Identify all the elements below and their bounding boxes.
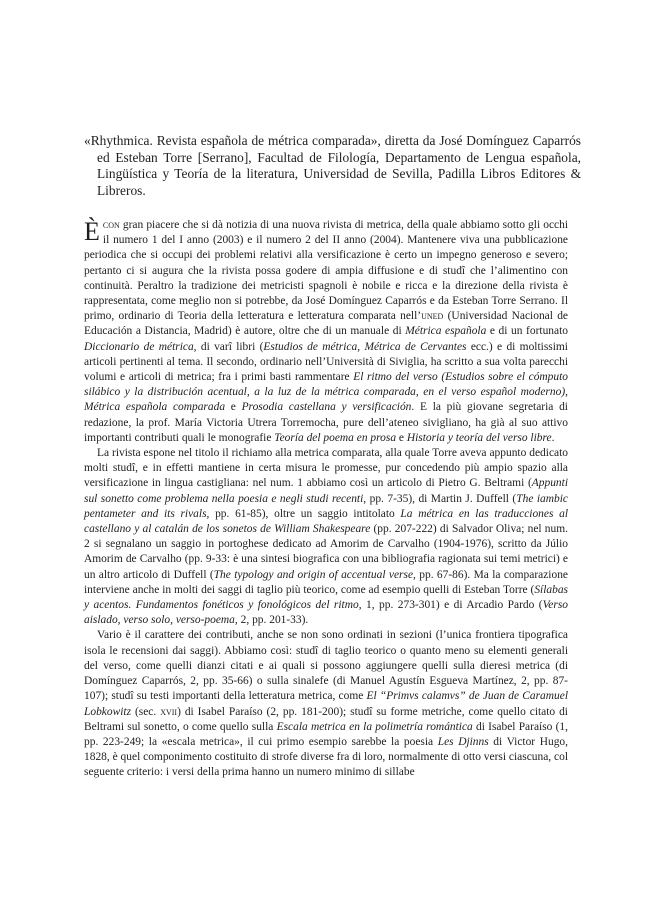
- book-title: Estudios de métrica: [263, 340, 358, 353]
- text-run: ecc.) e di moltissimi articoli pertinenti al tema. Il secondo, ordinario nell’Università di Siviglia, ha scritto a sua volta parecchi volumi e articoli di metrica; fra i primi basti rammentare: [84, 340, 568, 384]
- article-title: Verso aislado, verso solo, verso-poema: [84, 599, 568, 627]
- text-run: di Isabel Paraíso (1, pp. 223-249; la «escala metrica», il cui primo esempio sarebbe la poesia: [84, 720, 568, 748]
- text-run: e: [225, 401, 242, 414]
- text-run: , 2, pp. 201-33).: [234, 614, 309, 627]
- text-run: , pp. 7-35), di Martin J. Duffell (: [363, 492, 517, 505]
- book-title: Prosodia castellana y versificación: [241, 401, 412, 414]
- text-run: , 1, pp. 273-301) e di Arcadio Pardo (: [358, 599, 543, 612]
- small-caps-text: xvii: [160, 705, 178, 718]
- text-run: gran piacere che si dà notizia di una nuova rivista di metrica, della quale abbiamo sotto gli occhi il numero 1 del I anno (2003) e il numero 2 del II anno (2004). Mantenere viva una pubblicazione periodica che si occupi dei problemi relativi alla versificazione è certo un impegno generoso e severo; pertanto ci si augura che la rivista possa godere di ampia diffusione e di studî che l’alimentino con continuità. Peraltro la tradizione dei metricisti spagnoli è nobile e ricca e la direzione della rivista è rappresentata, come meglio non si potrebbe, da José Domínguez Caparrós e da Esteban Torre Serrano. Il primo, ordinario di Teoria della letteratura e letteratura comparata nell’: [84, 219, 568, 323]
- text-run: . E la più giovane segretaria di redazione, la prof. María Victoria Utrera Torremocha, pure dell’ateneo sivigliano, ha già al suo attivo importanti contributi quali le monografie: [84, 401, 568, 444]
- book-title: Teoría del poema en prosa: [274, 431, 397, 444]
- text-run: La rivista espone nel titolo il richiamo alla metrica comparata, alla quale Torre aveva appunto dedicato molti studî, e in effetti mantiene in certa misura le promesse, pur concedendo più ampio spazio alla versificazione in lingua castigliana: nel num. 1 abbiamo così un articolo di Pietro G. Beltrami (: [84, 447, 568, 490]
- text-run: , pp. 67-86). Ma la comparazione interviene anche in molti dei saggi di taglio più teorico, come ad esempio quelli di Esteban Torre (: [84, 568, 569, 596]
- text-run: , di varî libri (: [193, 340, 264, 353]
- text-run: (sec.: [131, 705, 161, 718]
- text-run: ,: [565, 386, 568, 399]
- review-body: [84, 218, 568, 781]
- drop-cap: È: [84, 217, 100, 246]
- book-title: El ritmo del verso (Estudios sobre el cómputo silábico y la distribución acentual, a la luz de la métrica comparada, en el verso español moderno): [84, 371, 569, 399]
- paragraph-3: [84, 628, 568, 780]
- text-run: (pp. 207-222) di Salvador Oliva; nel num. 2 si segnalano un saggio in portoghese dedicato ad Amorim de Carvalho (1904-1976), scritto da Júlio Amorim de Carvalho (pp. 9-33: è una sintesi biografica con una bibliografia ragionata sui temi metrici) e un altro articolo di Duffell (: [84, 523, 568, 581]
- text-run: e di un fortunato: [486, 325, 568, 338]
- article-title: Escala metrica en la polimetría romántica: [276, 720, 473, 733]
- paragraph-2: [84, 446, 568, 628]
- book-title: Historia y teoría del verso libre: [406, 431, 552, 444]
- small-caps-text: uned: [421, 310, 444, 323]
- article-title: Sílabas y acentos. Fundamentos fonéticos y fonológicos del ritmo: [84, 583, 568, 612]
- article-title: The typology and origin of accentual verse: [213, 568, 414, 581]
- text-run: e: [396, 431, 407, 444]
- book-title: Métrica española comparada: [84, 401, 226, 414]
- poem-title: Les Djinns: [437, 735, 489, 748]
- book-title: Métrica española: [405, 325, 487, 338]
- article-title: La métrica en las traducciones al castellano y al catalán de los sonetos de William Shakespeare: [84, 507, 568, 536]
- book-title: Diccionario de métrica: [84, 340, 194, 353]
- text-run: Vario è il carattere dei contributi, anche se non sono ordinati in sezioni (l’unica frontiera tipografica isola le recensioni dai saggi). Abbiamo così: studî di taglio teorico o quanto meno su elementi generali del verso, come quelli dianzi citati e ai quali si possono aggiungere quelli sulla dieresi metrica (di Domínguez Caparrós, 2, pp. 35-66) o sulla sinalefe (di Manuel Agustín Esgueva Martínez, 2, pp. 87-107); studî su testi importanti della letteratura metrica, come: [84, 629, 568, 703]
- article-title: Appunti sul sonetto come problema nella poesia e negli studi recenti: [84, 477, 568, 505]
- small-caps-text: con: [102, 219, 120, 231]
- text-run: .: [551, 431, 555, 444]
- paragraph-1: [84, 218, 568, 446]
- book-title: Métrica de Cervantes: [364, 340, 467, 353]
- article-title: The iambic pentameter and its rivals: [84, 492, 568, 520]
- text-run: ,: [357, 340, 365, 353]
- text-run: (Universidad Nacional de Educación a Distancia, Madrid) è autore, oltre che di un manuale di: [84, 310, 569, 338]
- article-title: El “Primvs calamvs” de Juan de Caramuel Lobkowitz: [84, 690, 568, 718]
- text-run: , pp. 61-85), oltre un saggio intitolato: [206, 507, 401, 520]
- text-run: di Victor Hugo, 1828, è quel componimento costituito di strofe diverse fra di loro, normalmente di otto versi ciascuna, col seguente criterio: i versi della prima hanno un numero minimo di sillabe: [84, 735, 568, 779]
- review-citation-header: «Rhythmica. Revista española de métrica comparada», diretta da José Domínguez Caparrós ed Esteban Torre [Serrano], Facultad de Filología, Departamento de Lengua española, Lingüística y Teoría de la literatura, Universidad de Sevilla, Padilla Libros Editores & Libreros.: [84, 133, 581, 198]
- text-run: ) di Isabel Paraíso (2, pp. 181-200); studî su forme metriche, come quello citato di Beltrami sul sonetto, o come quello sulla: [84, 705, 568, 733]
